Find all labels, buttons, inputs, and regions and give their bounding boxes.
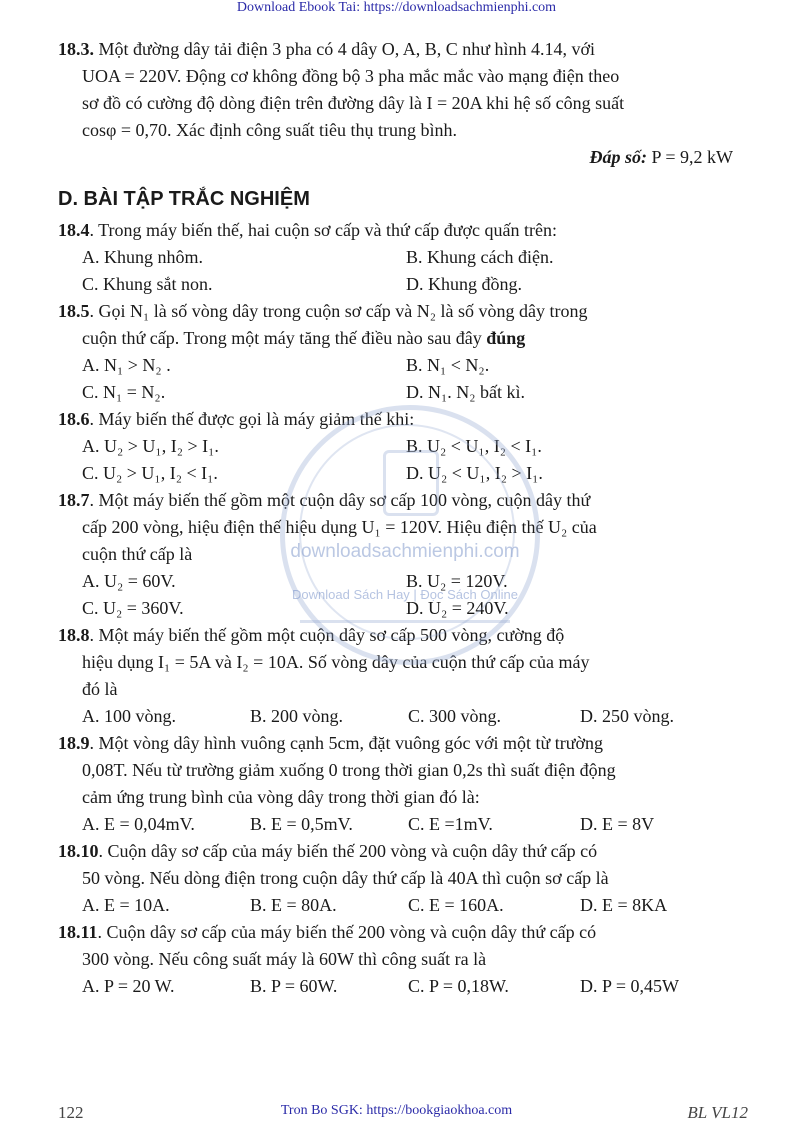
question-text: cuộn thứ cấp là (82, 544, 193, 564)
question-text: . Máy biến thế được gọi là máy giảm thế khi: (89, 409, 415, 429)
question-number: 18.7 (58, 490, 90, 510)
option-d: D. Khung đồng. (406, 274, 522, 294)
question-18-6 (58, 406, 733, 487)
option-c: C. E =1mV. (408, 814, 493, 834)
question-text: 300 vòng. Nếu công suất máy là 60W thì công suất ra là (82, 949, 487, 969)
option-d: D. P = 0,45W (580, 976, 679, 996)
question-18-4 (58, 217, 733, 298)
question-text: . Một máy biến thế gồm một cuộn dây sơ cấp 100 vòng, cuộn dây thứ (89, 490, 591, 510)
option-c: C. 300 vòng. (408, 706, 502, 726)
question-18-3 (58, 36, 733, 171)
question-text: đó là (82, 679, 118, 699)
question-number: 18.6 (58, 409, 90, 429)
option-a: A. Khung nhôm. (82, 247, 203, 267)
option-b: B. P = 60W. (250, 976, 338, 996)
emphasis-text: đúng (486, 328, 526, 348)
question-text: . Cuộn dây sơ cấp của máy biến thế 200 vòng và cuộn dây thứ cấp có (97, 922, 597, 942)
options (58, 973, 733, 1000)
question-text: cảm ứng trung bình của vòng dây trong thời gian đó là: (82, 787, 480, 807)
question-number: 18.11 (58, 922, 98, 942)
question-text: 0,08T. Nếu từ trường giảm xuống 0 trong thời gian 0,2s thì suất điện động (82, 760, 616, 780)
question-text: sơ đồ có cường độ dòng điện trên đường dây là I = 20A khi hệ số công suất (82, 93, 625, 113)
option-b: B. E = 0,5mV. (250, 814, 353, 834)
question-number: 18.9 (58, 733, 90, 753)
question-text: cuộn thứ cấp. Trong một máy tăng thế điều nào sau đây (82, 328, 482, 348)
option-a: A. N₁ > N₂ . (82, 355, 171, 375)
option-c: C. N₁ = N₂. (82, 382, 166, 402)
question-number: 18.3. (58, 39, 94, 59)
option-d: D. U₂ < U₁, I₂ > I₁. (406, 463, 543, 483)
page-number: 122 (58, 1103, 84, 1122)
question-18-9 (58, 730, 733, 838)
option-b: B. E = 80A. (250, 895, 337, 915)
header-banner[interactable]: Download Ebook Tai: https://downloadsachmienphi.com (236, 0, 557, 15)
answer-label: Đáp số: (589, 147, 648, 167)
question-text: . Một máy biến thế gồm một cuộn dây sơ cấp 500 vòng, cường độ (89, 625, 565, 645)
option-c: C. Khung sắt non. (82, 274, 213, 294)
question-text: cấp 200 vòng, hiệu điện thế hiệu dụng U₁ = 120V. Hiệu điện thế U₂ của (82, 517, 597, 537)
option-a: A. U₂ = 60V. (82, 571, 176, 591)
options (58, 433, 733, 487)
question-18-10 (58, 838, 733, 919)
section-title: D. BÀI TẬP TRẮC NGHIỆM (58, 188, 310, 210)
options (58, 244, 733, 298)
options (58, 568, 733, 622)
option-a: A. E = 0,04mV. (82, 814, 195, 834)
question-number: 18.10 (58, 841, 99, 861)
option-d: D. E = 8V (580, 814, 655, 834)
watermark-subtext: Download Sách Hay | Đọc Sách Online (292, 587, 518, 602)
question-18-7 (58, 487, 733, 622)
page-content (58, 36, 733, 1000)
footer-banner[interactable]: Tron Bo SGK: https://bookgiaokhoa.com (280, 1103, 513, 1118)
option-b: B. U₂ < U₁, I₂ < I₁. (406, 436, 542, 456)
option-b: B. U₂ = 120V. (406, 571, 508, 591)
question-text: . Cuộn dây sơ cấp của máy biến thế 200 vòng và cuộn dây thứ cấp có (98, 841, 598, 861)
option-b: B. Khung cách điện. (406, 247, 554, 267)
options (58, 892, 733, 919)
option-c: C. P = 0,18W. (408, 976, 509, 996)
option-d: D. E = 8KA (580, 895, 668, 915)
question-18-8 (58, 622, 733, 730)
question-text: hiệu dụng I₁ = 5A và I₂ = 10A. Số vòng dây của cuộn thứ cấp của máy (82, 652, 590, 672)
option-b: B. 200 vòng. (250, 706, 344, 726)
option-c: C. U₂ = 360V. (82, 598, 184, 618)
options (58, 811, 733, 838)
option-a: A. 100 vòng. (82, 706, 176, 726)
answer-value: P = 9,2 kW (651, 147, 733, 167)
watermark-text: downloadsachmienphi.com (290, 541, 520, 562)
question-text: . Trong máy biến thế, hai cuộn sơ cấp và thứ cấp được quấn trên: (89, 220, 557, 240)
options (58, 352, 733, 406)
option-c: C. U₂ > U₁, I₂ < I₁. (82, 463, 218, 483)
option-a: A. P = 20 W. (82, 976, 175, 996)
option-d: D. U₂ = 240V. (406, 598, 509, 618)
question-text: cosφ = 0,70. Xác định công suất tiêu thụ trung bình. (82, 120, 457, 140)
book-code: BL VL12 (687, 1103, 748, 1122)
question-18-11 (58, 919, 733, 1000)
option-a: A. U₂ > U₁, I₂ > I₁. (82, 436, 219, 456)
question-number: 18.8 (58, 625, 90, 645)
question-text: . Một vòng dây hình vuông cạnh 5cm, đặt vuông góc với một từ trường (89, 733, 603, 753)
option-a: A. E = 10A. (82, 895, 170, 915)
option-d: D. N₁. N₂ bất kì. (406, 382, 526, 402)
option-c: C. E = 160A. (408, 895, 504, 915)
option-d: D. 250 vòng. (580, 706, 674, 726)
question-number: 18.5 (58, 301, 90, 321)
options (58, 703, 733, 730)
question-text: . Gọi N₁ là số vòng dây trong cuộn sơ cấp và N₂ là số vòng dây trong (89, 301, 588, 321)
question-text: 50 vòng. Nếu dòng điện trong cuộn dây thứ cấp là 40A thì cuộn sơ cấp là (82, 868, 609, 888)
answer-line (58, 144, 733, 171)
question-18-5 (58, 298, 733, 406)
watermark-line (300, 620, 510, 623)
question-text: Một đường dây tải điện 3 pha có 4 dây O, A, B, C như hình 4.14, với (98, 39, 596, 59)
option-b: B. N₁ < N₂. (406, 355, 490, 375)
question-text: UOA = 220V. Động cơ không đồng bộ 3 pha mắc mắc vào mạng điện theo (82, 66, 620, 86)
question-number: 18.4 (58, 220, 90, 240)
